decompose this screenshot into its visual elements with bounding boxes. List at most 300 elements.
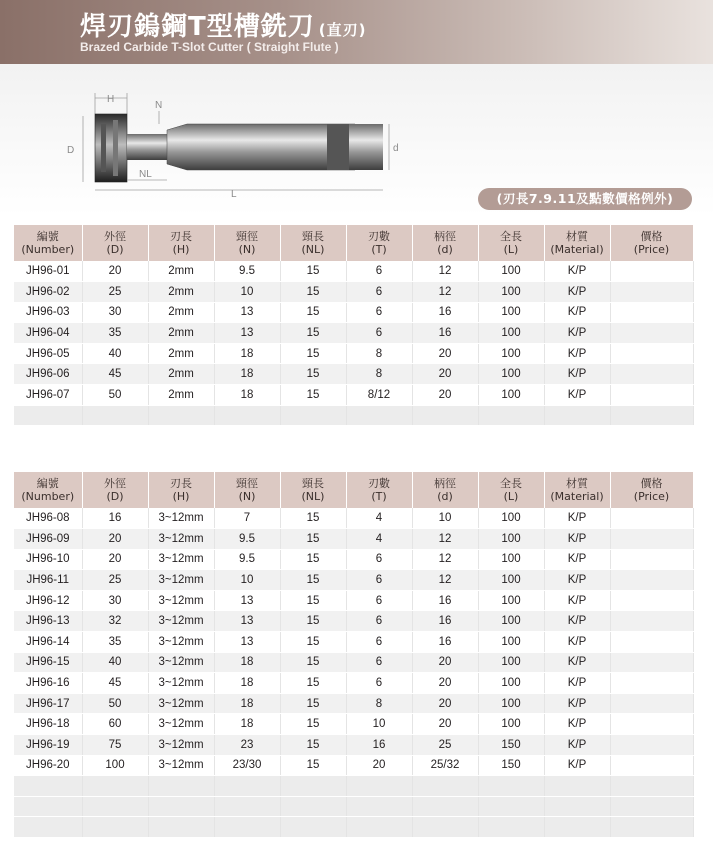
table-cell: [82, 796, 148, 817]
table-cell: 18: [214, 364, 280, 385]
table-cell: 100: [478, 261, 544, 282]
table-cell: [610, 405, 693, 426]
column-header-zh: 刃數: [368, 477, 390, 490]
table-cell: 12: [412, 529, 478, 550]
table-cell: 23/30: [214, 755, 280, 776]
table-cell: 15: [280, 323, 346, 344]
table-cell: JH96-07: [14, 385, 82, 406]
table-cell: 100: [478, 385, 544, 406]
table-cell: [610, 632, 693, 653]
table-cell: [82, 776, 148, 797]
table-cell: [280, 405, 346, 426]
table-cell: 100: [478, 343, 544, 364]
table-cell: [214, 776, 280, 797]
table-cell: [610, 261, 693, 282]
column-header-en: (H): [172, 490, 190, 503]
table-cell: [148, 405, 214, 426]
table-cell: 25: [412, 735, 478, 756]
table-header-row: [14, 225, 693, 261]
table-cell: 13: [214, 590, 280, 611]
table-cell: 100: [478, 714, 544, 735]
table-cell: 3~12mm: [148, 549, 214, 570]
table-cell: 12: [412, 570, 478, 591]
table-cell: JH96-18: [14, 714, 82, 735]
table-row: [14, 549, 693, 570]
table-cell: [346, 405, 412, 426]
column-header: [280, 225, 346, 261]
table-cell: [214, 405, 280, 426]
column-header-en: (D): [106, 243, 124, 256]
table-cell: 15: [280, 693, 346, 714]
table-cell: 20: [412, 673, 478, 694]
table-cell: [610, 323, 693, 344]
table-cell: [610, 673, 693, 694]
table-cell: 100: [478, 364, 544, 385]
table-cell: 3~12mm: [148, 755, 214, 776]
table-cell: 15: [280, 385, 346, 406]
table-cell: [478, 817, 544, 838]
column-header-en: (H): [172, 243, 190, 256]
table-cell: 6: [346, 652, 412, 673]
table-cell: 15: [280, 652, 346, 673]
table-cell: [610, 590, 693, 611]
table-cell: [610, 817, 693, 838]
title-zh-sub: (直刃): [318, 21, 367, 39]
table-cell: 100: [478, 652, 544, 673]
table-row: [14, 735, 693, 756]
table-cell: [544, 405, 610, 426]
table-cell: 10: [412, 508, 478, 529]
table-cell: 35: [82, 632, 148, 653]
table-cell: JH96-08: [14, 508, 82, 529]
table-row: [14, 652, 693, 673]
table-cell: [412, 817, 478, 838]
table-cell: 3~12mm: [148, 714, 214, 735]
table-cell: 15: [280, 549, 346, 570]
column-header: [478, 225, 544, 261]
table-cell: [610, 364, 693, 385]
table-cell: [544, 796, 610, 817]
table-cell: 15: [280, 714, 346, 735]
column-header: [544, 225, 610, 261]
table-cell: 6: [346, 323, 412, 344]
dim-label-nl: NL: [139, 169, 152, 180]
table-cell: 2mm: [148, 385, 214, 406]
table-cell: 100: [478, 323, 544, 344]
table-cell: K/P: [544, 385, 610, 406]
table-cell: 3~12mm: [148, 652, 214, 673]
table-cell: 45: [82, 673, 148, 694]
table-cell: [610, 508, 693, 529]
empty-row: [14, 776, 693, 797]
table-cell: 13: [214, 611, 280, 632]
table-cell: 20: [346, 755, 412, 776]
table-cell: 4: [346, 508, 412, 529]
table-cell: K/P: [544, 323, 610, 344]
table-cell: 20: [412, 714, 478, 735]
table-cell: [610, 549, 693, 570]
table-cell: 15: [280, 590, 346, 611]
table-cell: K/P: [544, 302, 610, 323]
table-cell: 16: [82, 508, 148, 529]
table-cell: 7: [214, 508, 280, 529]
empty-row: [14, 796, 693, 817]
table-row: [14, 302, 693, 323]
table-cell: [478, 776, 544, 797]
dim-label-h: H: [107, 94, 115, 105]
spec-table-2mm: [14, 225, 694, 426]
empty-row: [14, 405, 693, 426]
column-header-zh: 編號: [36, 230, 59, 243]
column-header-en: (T): [371, 490, 387, 503]
column-header-zh: 頸長: [302, 477, 324, 490]
table-cell: 18: [214, 652, 280, 673]
table-cell: 100: [478, 632, 544, 653]
table-cell: [610, 693, 693, 714]
column-header-en: (Material): [550, 243, 604, 256]
table-cell: 16: [412, 590, 478, 611]
column-header-zh: 全長: [500, 230, 522, 243]
table-row: [14, 632, 693, 653]
table-cell: JH96-02: [14, 282, 82, 303]
table-cell: 3~12mm: [148, 611, 214, 632]
table-cell: 6: [346, 261, 412, 282]
column-header-en: (Number): [21, 243, 75, 256]
table-cell: K/P: [544, 282, 610, 303]
table-cell: [214, 796, 280, 817]
table-cell: [610, 302, 693, 323]
table-cell: 100: [478, 673, 544, 694]
column-header-zh: 外徑: [104, 230, 126, 243]
column-header-en: (N): [238, 243, 256, 256]
column-header-zh: 刃數: [368, 230, 390, 243]
table-cell: K/P: [544, 755, 610, 776]
table-row: [14, 529, 693, 550]
table-cell: [346, 817, 412, 838]
column-header: [14, 225, 82, 261]
table-cell: [346, 776, 412, 797]
table-cell: JH96-12: [14, 590, 82, 611]
table-cell: 18: [214, 673, 280, 694]
table-cell: 15: [280, 364, 346, 385]
table-cell: [346, 796, 412, 817]
table-cell: 100: [478, 302, 544, 323]
column-header-en: (Material): [550, 490, 604, 503]
table-cell: 10: [214, 570, 280, 591]
column-header-zh: 頸徑: [236, 230, 258, 243]
column-header-en: (NL): [301, 243, 325, 256]
table-row: [14, 385, 693, 406]
table-cell: 100: [478, 611, 544, 632]
table-cell: [14, 796, 82, 817]
column-header-en: (T): [371, 243, 387, 256]
table-row: [14, 364, 693, 385]
table-cell: 15: [280, 611, 346, 632]
dim-label-d-outer: D: [67, 145, 75, 156]
table-cell: 12: [412, 261, 478, 282]
table-cell: 50: [82, 385, 148, 406]
table-cell: [280, 776, 346, 797]
column-header-zh: 刃長: [170, 477, 192, 490]
table-cell: [610, 529, 693, 550]
table-cell: 8: [346, 693, 412, 714]
table-row: [14, 282, 693, 303]
table-cell: [82, 405, 148, 426]
table-cell: [610, 282, 693, 303]
table-cell: 18: [214, 385, 280, 406]
table-cell: 6: [346, 632, 412, 653]
dim-label-l: L: [231, 189, 237, 200]
table-cell: 6: [346, 549, 412, 570]
table-cell: [478, 796, 544, 817]
table-cell: 2mm: [148, 364, 214, 385]
empty-row: [14, 817, 693, 838]
table-cell: JH96-05: [14, 343, 82, 364]
table-cell: 6: [346, 570, 412, 591]
table-cell: 60: [82, 714, 148, 735]
table-cell: 2mm: [148, 323, 214, 344]
column-header: [148, 225, 214, 261]
column-header: [214, 472, 280, 508]
column-header-en: (Price): [633, 243, 670, 256]
table-cell: 25: [82, 282, 148, 303]
table-cell: K/P: [544, 611, 610, 632]
table-cell: 2mm: [148, 282, 214, 303]
table-cell: K/P: [544, 570, 610, 591]
table-cell: K/P: [544, 735, 610, 756]
table-cell: JH96-03: [14, 302, 82, 323]
column-header-zh: 外徑: [104, 477, 126, 490]
column-header: [346, 225, 412, 261]
table-cell: 3~12mm: [148, 570, 214, 591]
table-cell: 15: [280, 282, 346, 303]
table-row: [14, 343, 693, 364]
spec-table-3-12mm: [14, 472, 694, 838]
table-cell: 2mm: [148, 261, 214, 282]
table-cell: 3~12mm: [148, 693, 214, 714]
table-cell: K/P: [544, 529, 610, 550]
table-cell: 16: [346, 735, 412, 756]
table-cell: [412, 405, 478, 426]
table-cell: 15: [280, 261, 346, 282]
table-cell: 15: [280, 755, 346, 776]
table-cell: 150: [478, 755, 544, 776]
table-cell: 13: [214, 302, 280, 323]
table-cell: 15: [280, 343, 346, 364]
table-cell: 100: [82, 755, 148, 776]
table-cell: 20: [412, 385, 478, 406]
column-header-zh: 價格: [640, 230, 663, 243]
table-cell: [14, 405, 82, 426]
table-cell: [148, 776, 214, 797]
table-cell: 23: [214, 735, 280, 756]
table-cell: 32: [82, 611, 148, 632]
table-cell: [610, 385, 693, 406]
table-cell: [544, 817, 610, 838]
table-cell: [610, 652, 693, 673]
table-cell: K/P: [544, 590, 610, 611]
table-cell: JH96-11: [14, 570, 82, 591]
table-row: [14, 611, 693, 632]
title-zh: 焊刃鎢鋼T型槽銑刀: [80, 12, 315, 42]
column-header-zh: 柄徑: [434, 477, 456, 490]
table-cell: 15: [280, 735, 346, 756]
table-cell: 3~12mm: [148, 632, 214, 653]
table-cell: JH96-14: [14, 632, 82, 653]
table-cell: [214, 817, 280, 838]
table-cell: 100: [478, 282, 544, 303]
table-cell: 25/32: [412, 755, 478, 776]
table-cell: 100: [478, 549, 544, 570]
table-cell: [412, 776, 478, 797]
table-cell: K/P: [544, 673, 610, 694]
column-header-zh: 全長: [500, 477, 522, 490]
table-cell: K/P: [544, 549, 610, 570]
table-cell: 150: [478, 735, 544, 756]
table-cell: 16: [412, 323, 478, 344]
table-cell: 20: [412, 343, 478, 364]
table-row: [14, 570, 693, 591]
table-cell: 15: [280, 673, 346, 694]
table-cell: 100: [478, 590, 544, 611]
column-header-en: (Price): [633, 490, 670, 503]
column-header-en: (Number): [21, 490, 75, 503]
dim-label-d-shank: d: [393, 143, 399, 154]
table-cell: 15: [280, 302, 346, 323]
table-cell: 18: [214, 343, 280, 364]
table-cell: JH96-01: [14, 261, 82, 282]
column-header-en: (L): [503, 243, 519, 256]
table-cell: [280, 796, 346, 817]
table-cell: 6: [346, 673, 412, 694]
table-cell: [610, 735, 693, 756]
table-cell: 13: [214, 632, 280, 653]
table-cell: 30: [82, 590, 148, 611]
column-header: [412, 472, 478, 508]
table-cell: [478, 405, 544, 426]
table-cell: 9.5: [214, 549, 280, 570]
table-cell: 12: [412, 549, 478, 570]
column-header-en: (d): [437, 243, 453, 256]
column-header: [82, 472, 148, 508]
table-row: [14, 755, 693, 776]
table-cell: 8/12: [346, 385, 412, 406]
table-cell: 75: [82, 735, 148, 756]
table-cell: 15: [280, 529, 346, 550]
column-header: [346, 472, 412, 508]
table-cell: 15: [280, 632, 346, 653]
column-header: [412, 225, 478, 261]
table-cell: JH96-09: [14, 529, 82, 550]
table-cell: K/P: [544, 693, 610, 714]
table-cell: 100: [478, 570, 544, 591]
table-cell: [610, 796, 693, 817]
column-header: [214, 225, 280, 261]
t-slot-cutter-drawing: [55, 84, 399, 204]
table-cell: 13: [214, 323, 280, 344]
column-header-zh: 刃長: [170, 230, 192, 243]
table-cell: 6: [346, 611, 412, 632]
table-cell: JH96-13: [14, 611, 82, 632]
table-cell: 9.5: [214, 261, 280, 282]
table-cell: [544, 776, 610, 797]
table-cell: [610, 343, 693, 364]
column-header-zh: 價格: [640, 477, 663, 490]
column-header-zh: 頸長: [302, 230, 324, 243]
page-header: [0, 0, 713, 64]
table-cell: 6: [346, 282, 412, 303]
table-cell: JH96-04: [14, 323, 82, 344]
table-cell: 10: [214, 282, 280, 303]
table-cell: 50: [82, 693, 148, 714]
dim-label-n: N: [155, 100, 163, 111]
table-cell: JH96-17: [14, 693, 82, 714]
table-cell: JH96-20: [14, 755, 82, 776]
table-cell: 20: [412, 652, 478, 673]
table-cell: 15: [280, 508, 346, 529]
table-cell: 100: [478, 508, 544, 529]
table-cell: 9.5: [214, 529, 280, 550]
table-cell: 2mm: [148, 343, 214, 364]
table-cell: [14, 776, 82, 797]
table-cell: [610, 755, 693, 776]
table-cell: 45: [82, 364, 148, 385]
column-header: [82, 225, 148, 261]
table-cell: K/P: [544, 261, 610, 282]
table-cell: 16: [412, 611, 478, 632]
column-header: [610, 472, 693, 508]
table-cell: [610, 570, 693, 591]
table-cell: 6: [346, 302, 412, 323]
column-header: [148, 472, 214, 508]
table-cell: 18: [214, 693, 280, 714]
table-cell: 8: [346, 364, 412, 385]
price-exception-note: (刃長7.9.11及點數價格例外): [478, 188, 692, 210]
table-cell: [148, 817, 214, 838]
table-cell: 15: [280, 570, 346, 591]
table-cell: 18: [214, 714, 280, 735]
table-cell: 20: [82, 549, 148, 570]
table-cell: [14, 817, 82, 838]
table-cell: 100: [478, 693, 544, 714]
table-cell: 35: [82, 323, 148, 344]
table-row: [14, 323, 693, 344]
table-cell: 3~12mm: [148, 735, 214, 756]
column-header-en: (d): [437, 490, 453, 503]
page-subtitle-en: Brazed Carbide T-Slot Cutter ( Straight Flute ): [80, 40, 339, 54]
table-cell: [148, 796, 214, 817]
table-row: [14, 590, 693, 611]
table-cell: 40: [82, 652, 148, 673]
column-header: [280, 472, 346, 508]
table-cell: 3~12mm: [148, 508, 214, 529]
table-cell: [82, 817, 148, 838]
column-header-zh: 柄徑: [434, 230, 456, 243]
column-header-zh: 材質: [566, 230, 588, 243]
table-row: [14, 261, 693, 282]
table-cell: 8: [346, 343, 412, 364]
column-header: [610, 225, 693, 261]
table-cell: 20: [412, 693, 478, 714]
column-header-en: (L): [503, 490, 519, 503]
table-row: [14, 693, 693, 714]
table-cell: 3~12mm: [148, 590, 214, 611]
column-header-en: (D): [106, 490, 124, 503]
table-cell: 30: [82, 302, 148, 323]
table-cell: 10: [346, 714, 412, 735]
table-cell: 100: [478, 529, 544, 550]
page-title: [80, 6, 366, 43]
